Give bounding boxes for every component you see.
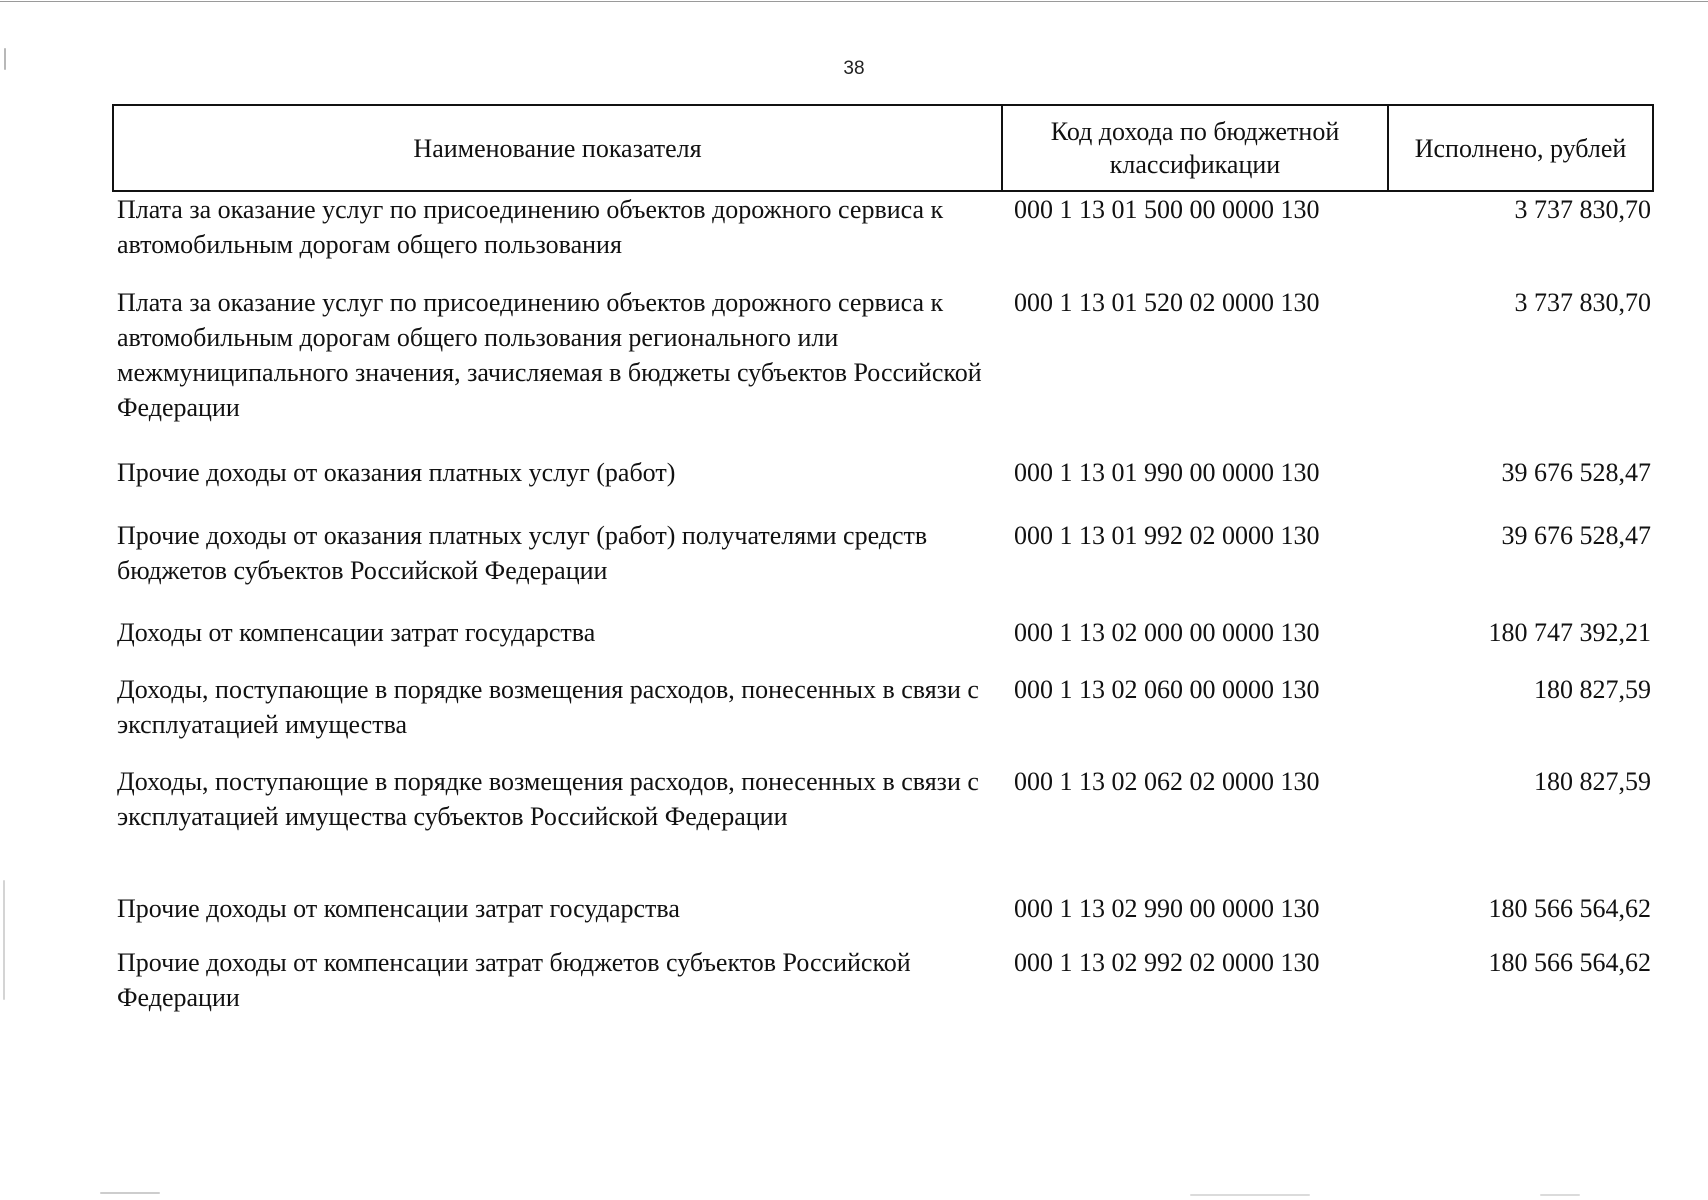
row-indicator-name: Доходы, поступающие в порядке возмещения расходов, понесенных в связи с эксплуатацией имущества субъектов Российской Федерации (117, 767, 979, 831)
row-indicator-name: Прочие доходы от оказания платных услуг (работ) получателями средств бюджетов субъектов Российской Федерации (117, 521, 928, 585)
table-header-row (113, 105, 1653, 191)
row-budget-code: 000 1 13 01 520 02 0000 130 (1014, 288, 1320, 317)
row-executed-amount: 180 747 392,21 (1488, 618, 1651, 647)
row-indicator-name: Доходы от компенсации затрат государства (117, 618, 596, 647)
row-indicator-name: Доходы, поступающие в порядке возмещения расходов, понесенных в связи с эксплуатацией имущества (117, 675, 979, 739)
row-budget-code: 000 1 13 01 990 00 0000 130 (1014, 458, 1320, 487)
table-row (113, 455, 1653, 518)
table-row (113, 518, 1653, 615)
row-executed-amount: 180 827,59 (1534, 767, 1651, 796)
row-executed-amount: 180 566 564,62 (1488, 948, 1651, 977)
scan-artifact (4, 48, 6, 70)
row-indicator-name: Прочие доходы от компенсации затрат бюджетов субъектов Российской Федерации (117, 948, 911, 1012)
table-row (113, 285, 1653, 455)
row-indicator-name: Прочие доходы от оказания платных услуг (работ) (117, 458, 676, 487)
header-budget-code: Код дохода по бюджетной классификации (1002, 105, 1388, 191)
row-budget-code: 000 1 13 02 000 00 0000 130 (1014, 618, 1320, 647)
row-indicator-name: Прочие доходы от компенсации затрат государства (117, 894, 680, 923)
header-indicator-name: Наименование показателя (113, 105, 1002, 191)
table-row (113, 764, 1653, 891)
scan-artifact (1540, 1194, 1580, 1196)
table-body (113, 191, 1653, 1025)
top-scan-border (0, 1, 1708, 2)
row-budget-code: 000 1 13 01 992 02 0000 130 (1014, 521, 1320, 550)
table-row (113, 672, 1653, 764)
row-executed-amount: 180 566 564,62 (1488, 894, 1651, 923)
income-report-table (112, 104, 1654, 1025)
row-executed-amount: 39 676 528,47 (1501, 458, 1651, 487)
table-header (113, 105, 1653, 191)
table-row (113, 191, 1653, 285)
row-executed-amount: 39 676 528,47 (1501, 521, 1651, 550)
scan-artifact (100, 1192, 160, 1194)
table-row (113, 891, 1653, 945)
table-row (113, 615, 1653, 672)
row-budget-code: 000 1 13 01 500 00 0000 130 (1014, 195, 1320, 224)
row-budget-code: 000 1 13 02 062 02 0000 130 (1014, 767, 1320, 796)
row-budget-code: 000 1 13 02 990 00 0000 130 (1014, 894, 1320, 923)
table-row (113, 945, 1653, 1025)
row-budget-code: 000 1 13 02 992 02 0000 130 (1014, 948, 1320, 977)
row-indicator-name: Плата за оказание услуг по присоединению объектов дорожного сервиса к автомобильным дорогам общего пользования (117, 195, 944, 259)
scan-artifact (3, 880, 5, 1000)
header-executed-amount: Исполнено, рублей (1388, 105, 1653, 191)
row-executed-amount: 180 827,59 (1534, 675, 1651, 704)
row-executed-amount: 3 737 830,70 (1514, 288, 1651, 317)
page-number: 38 (843, 58, 865, 79)
scan-artifact (1190, 1194, 1310, 1196)
row-executed-amount: 3 737 830,70 (1514, 195, 1651, 224)
row-budget-code: 000 1 13 02 060 00 0000 130 (1014, 675, 1320, 704)
row-indicator-name: Плата за оказание услуг по присоединению объектов дорожного сервиса к автомобильным дорогам общего пользования регионального или межмуниципального значения, зачисляемая в бюджеты субъектов Российской Федерации (117, 288, 982, 422)
